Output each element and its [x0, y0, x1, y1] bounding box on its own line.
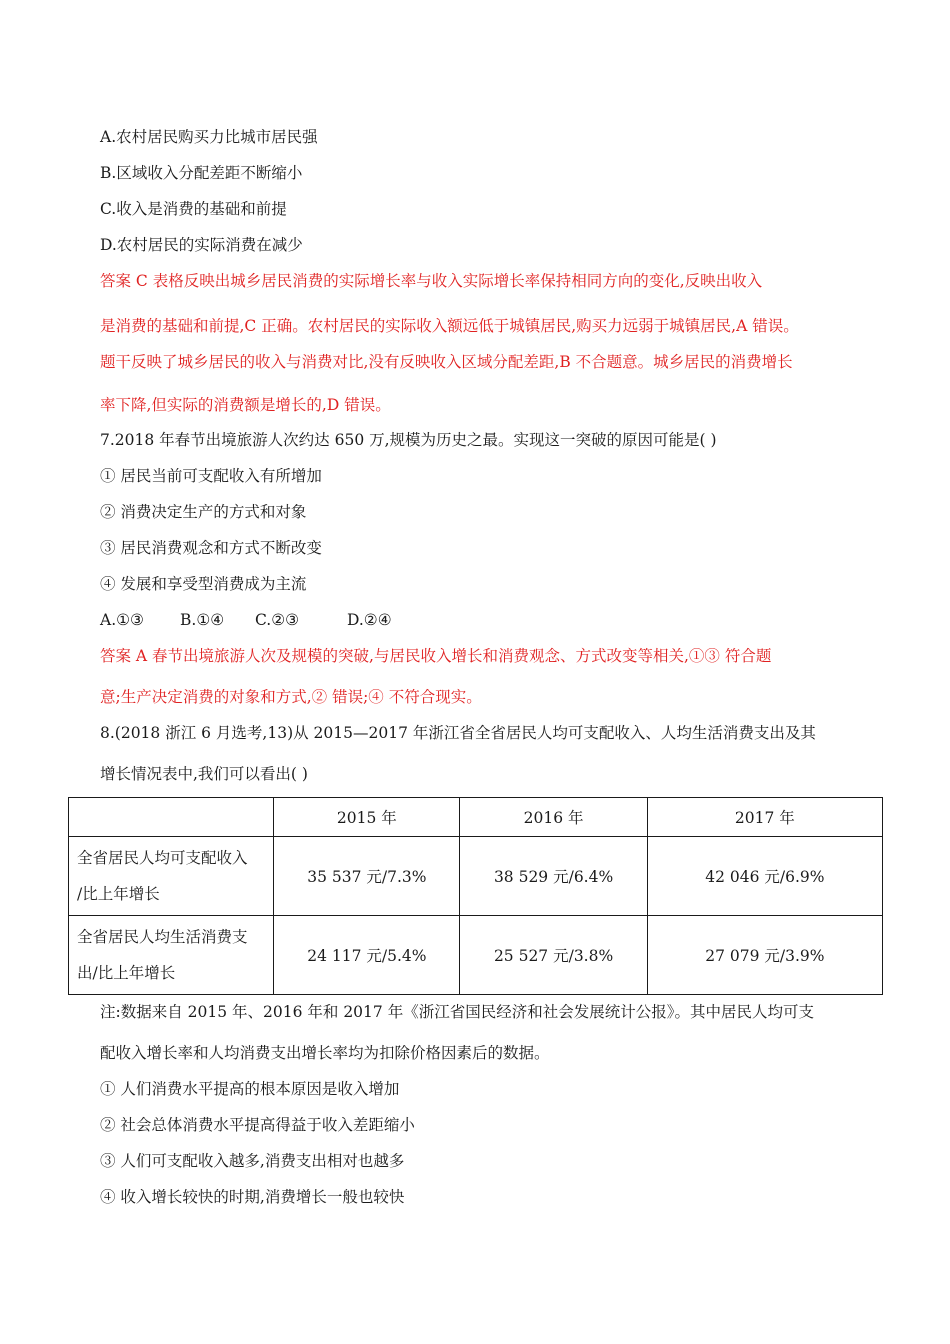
- q7-choice-c: C.②③: [255, 611, 300, 629]
- q7-item-4: ④ 发展和享受型消费成为主流: [100, 575, 307, 593]
- q8-stem-line-2: 增长情况表中,我们可以看出( ): [100, 765, 308, 783]
- table-header-cell: 2015 年: [274, 798, 460, 837]
- table-row-label: [69, 837, 274, 916]
- q6-option-b: B.区域收入分配差距不断缩小: [100, 164, 303, 182]
- table-cell: 42 046 元/6.9%: [647, 837, 882, 916]
- q6-option-a: A.农村居民购买力比城市居民强: [100, 128, 318, 146]
- q7-choice-d: D.②④: [347, 611, 392, 629]
- q7-answer-line-2: 意;生产决定消费的对象和方式,② 错误;④ 不符合现实。: [100, 688, 482, 706]
- table-row-label: [69, 916, 274, 995]
- table-row: [69, 916, 883, 995]
- q6-option-d: D.农村居民的实际消费在减少: [100, 236, 303, 254]
- q7-choice-a: A.①③: [100, 611, 144, 629]
- income-consumption-table: [68, 797, 883, 995]
- q8-note-line-1: 注:数据来自 2015 年、2016 年和 2017 年《浙江省国民经济和社会发展统计公报》。其中居民人均可支: [100, 1003, 814, 1021]
- q7-choice-b: B.①④: [180, 611, 225, 629]
- row-label-line: /比上年增长: [77, 885, 160, 903]
- table-header-cell: 2017 年: [647, 798, 882, 837]
- row-label-line: 出/比上年增长: [77, 964, 176, 982]
- table-header-row: [69, 798, 883, 837]
- row-label-line: 全省居民人均可支配收入: [77, 849, 248, 867]
- q8-stem-line-1: 8.(2018 浙江 6 月选考,13)从 2015—2017 年浙江省全省居民人均可支配收入、人均生活消费支出及其: [100, 724, 816, 742]
- q7-item-2: ② 消费决定生产的方式和对象: [100, 503, 307, 521]
- q7-item-3: ③ 居民消费观念和方式不断改变: [100, 539, 322, 557]
- q8-item-2: ② 社会总体消费水平提高得益于收入差距缩小: [100, 1116, 415, 1134]
- q8-item-3: ③ 人们可支配收入越多,消费支出相对也越多: [100, 1152, 405, 1170]
- q6-answer-line-2: 是消费的基础和前提,C 正确。农村居民的实际收入额远低于城镇居民,购买力远弱于城镇居民,A 错误。: [100, 317, 799, 335]
- row-label-line: 全省居民人均生活消费支: [77, 928, 248, 946]
- q7-item-1: ① 居民当前可支配收入有所增加: [100, 467, 322, 485]
- table-header-cell: [69, 798, 274, 837]
- q6-answer-line-3: 题干反映了城乡居民的收入与消费对比,没有反映收入区域分配差距,B 不合题意。城乡居民的消费增长: [100, 353, 793, 371]
- q7-stem: 7.2018 年春节出境旅游人次约达 650 万,规模为历史之最。实现这一突破的原因可能是( ): [100, 431, 717, 449]
- q8-note-line-2: 配收入增长率和人均消费支出增长率均为扣除价格因素后的数据。: [100, 1044, 550, 1062]
- table-cell: 27 079 元/3.9%: [647, 916, 882, 995]
- q7-choices: [100, 610, 392, 630]
- table-header-cell: 2016 年: [460, 798, 647, 837]
- q7-answer-line-1: 答案 A 春节出境旅游人次及规模的突破,与居民收入增长和消费观念、方式改变等相关,①③ 符合题: [100, 647, 772, 665]
- table-cell: 35 537 元/7.3%: [274, 837, 460, 916]
- table-row: [69, 837, 883, 916]
- q6-option-c: C.收入是消费的基础和前提: [100, 200, 287, 218]
- q6-answer-line-4: 率下降,但实际的消费额是增长的,D 错误。: [100, 396, 391, 414]
- q6-answer-line-1: 答案 C 表格反映出城乡居民消费的实际增长率与收入实际增长率保持相同方向的变化,反映出收入: [100, 272, 763, 290]
- table-cell: 38 529 元/6.4%: [460, 837, 647, 916]
- table-cell: 25 527 元/3.8%: [460, 916, 647, 995]
- table-cell: 24 117 元/5.4%: [274, 916, 460, 995]
- q8-item-1: ① 人们消费水平提高的根本原因是收入增加: [100, 1080, 400, 1098]
- q8-item-4: ④ 收入增长较快的时期,消费增长一般也较快: [100, 1188, 405, 1206]
